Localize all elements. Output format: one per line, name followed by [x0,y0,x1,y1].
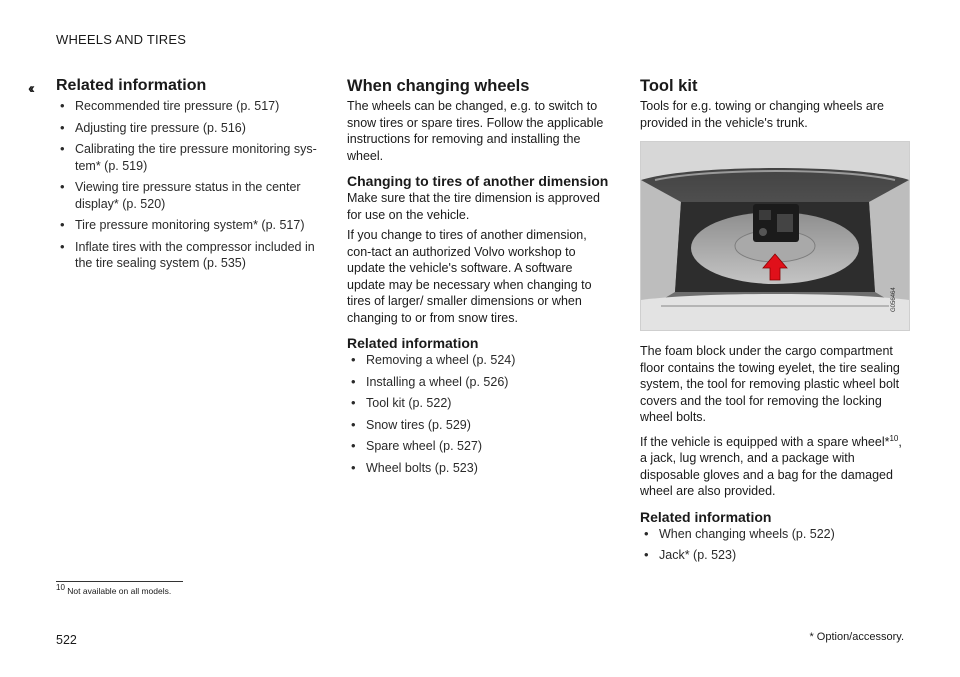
column-tool-kit [640,76,908,569]
column-when-changing-wheels [347,76,609,481]
paragraph: Make sure that the tire dimension is approved for use on the vehicle. [347,191,600,222]
related-link[interactable]: • Wheel bolts (p. 523) [347,460,609,477]
related-link[interactable]: • Snow tires (p. 529) [347,417,609,434]
related-link[interactable]: • Calibrating the tire pressure monitoring sys-tem* (p. 519) [56,141,318,174]
back-chevron-icon[interactable]: ‹‹ [28,80,32,97]
related-link[interactable]: • Viewing tire pressure status in the center display* (p. 520) [56,179,318,212]
subsection-heading: Changing to tires of another dimension [347,173,609,189]
footnote-reference[interactable]: 10 [889,433,899,443]
image-code: G056464 [891,287,897,312]
related-link[interactable]: • Inflate tires with the compressor included in the tire sealing system (p. 535) [56,239,318,272]
related-link[interactable]: • Recommended tire pressure (p. 517) [56,98,318,115]
related-link[interactable]: • When changing wheels (p. 522) [640,526,908,543]
intro-paragraph: Tools for e.g. towing or changing wheels are provided in the vehicle's trunk. [640,99,884,130]
related-links-list [56,98,318,272]
column-related-tire-pressure [56,76,318,277]
related-link[interactable]: • Jack* (p. 523) [640,547,908,564]
related-links-list [347,352,609,476]
paragraph-spare-wheel [640,434,908,500]
footnote-text: Not available on all models. [67,586,172,596]
related-link[interactable]: • Tool kit (p. 522) [347,395,609,412]
intro-paragraph: The wheels can be changed, e.g. to switch to snow tires or spare tires. Follow the applicable instructions for removing and installing the wheel. [347,99,604,163]
related-information-heading: Related information [56,77,207,94]
paragraph: If you change to tires of another dimension, con-tact an authorized Volvo workshop to update the vehicle's software. A software update may be necessary when changing to tires of larger/ smaller dimensions or when changing to or from snow tires. [347,228,592,325]
footnote [56,583,172,596]
section-heading: Tool kit [640,77,698,95]
paragraph-text: , a jack, lug wrench, and a package with disposable gloves and a bag for the damaged wheel are also provided. [640,434,902,498]
trunk-toolkit-image [640,141,910,331]
related-link[interactable]: • Adjusting tire pressure (p. 516) [56,120,318,137]
option-accessory-note: * Option/accessory. [809,631,904,643]
related-link[interactable]: • Tire pressure monitoring system* (p. 517) [56,217,318,234]
page-number: 522 [56,633,77,647]
paragraph: The foam block under the cargo compartment floor contains the towing eyelet, the tire sealing system, the tool for removing plastic wheel bolt covers and the tool for removing the locking wheel bolts. [640,344,900,424]
related-link[interactable]: • Installing a wheel (p. 526) [347,374,609,391]
related-link[interactable]: • Removing a wheel (p. 524) [347,352,609,369]
related-information-heading: Related information [640,508,772,525]
related-links-list [640,526,908,564]
related-information-heading: Related information [347,335,479,351]
footnote-divider [56,581,183,582]
section-heading: When changing wheels [347,77,530,95]
footnote-number: 10 [56,583,65,593]
section-title: WHEELS AND TIRES [56,32,187,47]
paragraph-text: If the vehicle is equipped with a spare wheel* [640,434,890,449]
related-link[interactable]: • Spare wheel (p. 527) [347,438,609,455]
